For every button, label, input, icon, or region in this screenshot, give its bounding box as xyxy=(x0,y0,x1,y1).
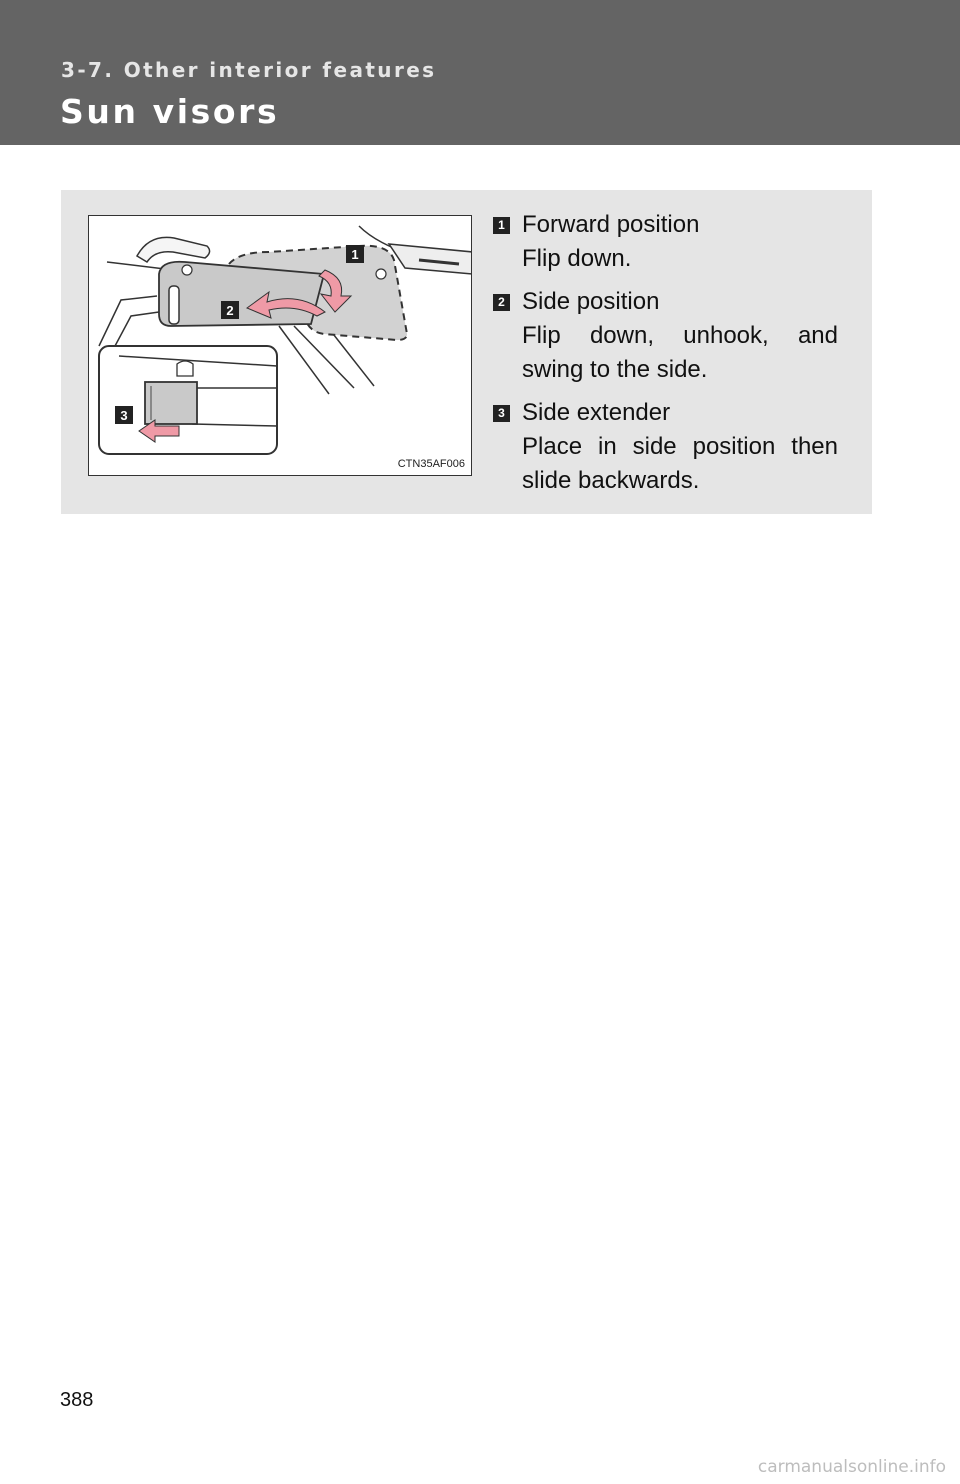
item-description: Flip down. xyxy=(522,245,632,272)
step-number-badge: 1 xyxy=(493,217,510,234)
figure-code: CTN35AF006 xyxy=(397,458,465,470)
list-item xyxy=(493,208,838,276)
callout-1 xyxy=(346,245,364,263)
sun-visor-drawing xyxy=(89,216,472,476)
item-description: Flip down, unhook, and swing to the side. xyxy=(522,322,838,383)
overhead-console xyxy=(389,244,472,274)
grab-handle xyxy=(137,237,210,262)
step-number-badge: 3 xyxy=(493,405,510,422)
page-number: 388 xyxy=(60,1389,94,1411)
item-title: Side extender xyxy=(522,399,671,426)
inset-pivot xyxy=(177,361,193,376)
list-item xyxy=(493,285,838,387)
watermark: carmanualsonline.info xyxy=(757,1457,946,1477)
list-item xyxy=(493,396,838,498)
callout-2 xyxy=(221,301,239,319)
side-extender-panel xyxy=(145,382,197,424)
visor-clip xyxy=(376,269,386,279)
callout-1-label: 1 xyxy=(351,247,359,262)
callout-2-label: 2 xyxy=(226,303,234,318)
item-title: Forward position xyxy=(522,211,700,238)
callout-line xyxy=(115,312,159,346)
visor-hook xyxy=(169,286,179,324)
page-title: Sun visors xyxy=(60,92,280,131)
chapter-header xyxy=(0,0,960,145)
callout-3-label: 3 xyxy=(120,408,128,423)
callout-3 xyxy=(115,406,133,424)
sun-visor-illustration xyxy=(88,215,472,476)
step-number-badge: 2 xyxy=(493,294,510,311)
section-label: 3-7. Other interior features xyxy=(61,58,437,82)
visor-pivot xyxy=(182,265,192,275)
item-description: Place in side position then slide backwards. xyxy=(522,433,838,494)
instruction-list xyxy=(493,208,838,507)
item-title: Side position xyxy=(522,288,660,315)
